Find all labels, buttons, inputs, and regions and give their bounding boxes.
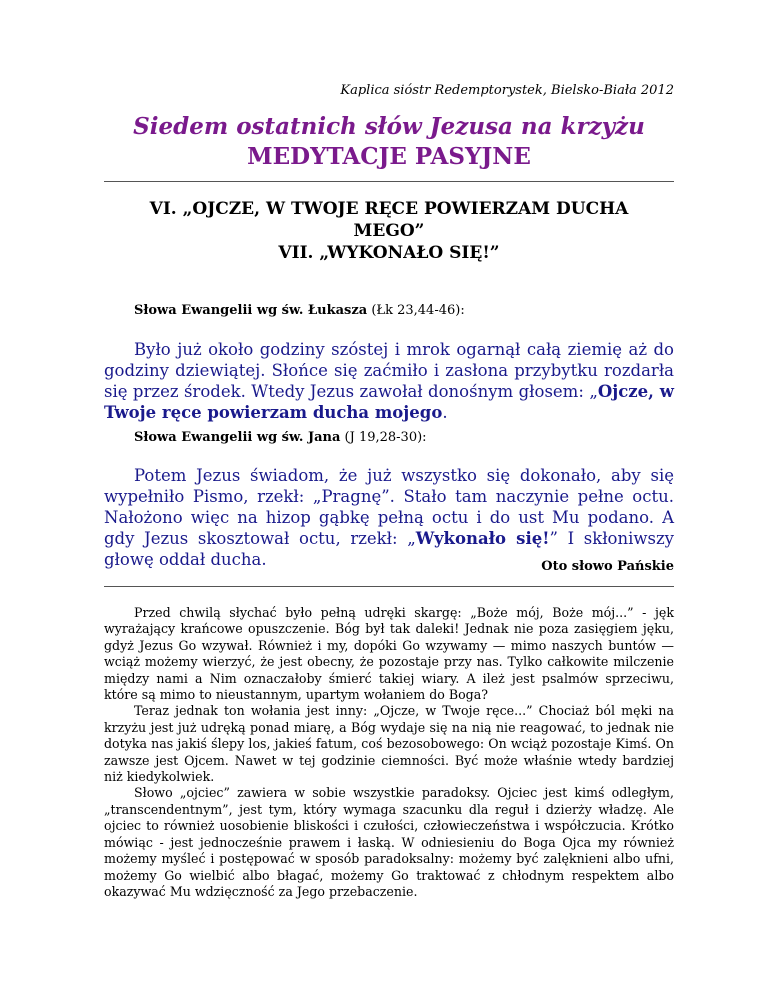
scripture-text-end: . [442, 403, 448, 422]
source-ref: (J 19,28-30): [340, 430, 427, 445]
chapter-heading [104, 198, 674, 264]
source-name: Słowa Ewangelii wg św. Łukasza [134, 303, 368, 318]
chapter-line-2: MEGO” [353, 221, 425, 241]
source-name: Słowa Ewangelii wg św. Jana [134, 430, 341, 445]
scripture-luke [104, 339, 674, 423]
closing-acclamation: Oto słowo Pańskie [541, 559, 674, 574]
reading-source-luke [134, 303, 465, 318]
source-ref: (Łk 23,44-46): [367, 303, 465, 318]
divider [104, 586, 674, 587]
meditation-body [104, 605, 674, 900]
location-line: Kaplica sióstr Redemptorystek, Bielsko-Biała 2012 [340, 83, 674, 98]
scripture-text-end: ” I skłoniwszy głowę oddał ducha. [104, 529, 675, 569]
scripture-text: Potem Jezus świadom, że już wszystko się dokonało, aby się wypełniło Pismo, rzekł: „Pragnę”. Stało tam naczynie pełne octu. Nałożono więc na hizop gąbkę pełną octu i do ust Mu podano. A gdy Jezus skosztował octu, rzekł: „ [104, 466, 674, 548]
scripture-quote: Ojcze, w Twoje ręce powierzam ducha mojego [104, 382, 675, 422]
scripture-john [104, 465, 674, 570]
chapter-line-3: VII. „WYKONAŁO SIĘ!” [278, 243, 500, 263]
scripture-quote: Wykonało się! [415, 529, 550, 548]
reading-source-john [134, 430, 427, 445]
chapter-line-1: VI. „OJCZE, W TWOJE RĘCE POWIERZAM DUCHA [149, 199, 629, 219]
divider [104, 181, 674, 182]
scripture-text: Było już około godziny szóstej i mrok ogarnął całą ziemię aż do godziny dziewiątej. Słońce się zaćmiło i zasłona przybytku rozdarła się przez środek. Wtedy Jezus zawołał donośnym głosem: „ [104, 340, 674, 401]
paragraph: Słowo „ojciec” zawiera w sobie wszystkie paradoksy. Ojciec jest kimś odległym, „transcendentnym”, jest tym, który wymaga szacunku dla reguł i dzierży władzę. Ale ojciec to również uosobienie bliskości i czułości, człowieczeństwa i współczucia. Krótko mówiąc - jest jednocześnie prawem i łaską. W odniesieniu do Boga Ojca my również możemy myśleć i postępować w sposób paradoksalny: możemy być zalęknieni albo ufni, możemy Go wielbić albo błagać, możemy Go traktować z chłodnym respektem albo okazywać Mu wdzięczność za Jego przebaczenie. [104, 785, 674, 899]
document-title: Siedem ostatnich słów Jezusa na krzyżu [133, 113, 645, 140]
paragraph: Przed chwilą słychać było pełną udręki skargę: „Boże mój, Boże mój...” - jęk wyrażający krańcowe opuszczenie. Bóg był tak daleki! Jednak nie poza zasięgiem jęku, gdyż Jezus Go wzywał. Również i my, dopóki Go wzywamy — mimo naszych buntów — wciąż możemy wierzyć, że jest obecny, że pozostaje przy nas. Tylko całkowite milczenie między nami a Nim oznaczałoby śmierć takiej wiary. A ileż jest psalmów sprzeciwu, które są mimo to nieustannym, upartym wołaniem do Boga? [104, 605, 674, 703]
document-subtitle: MEDYTACJE PASYJNE [247, 143, 531, 170]
paragraph: Teraz jednak ton wołania jest inny: „Ojcze, w Twoje ręce...” Chociaż ból męki na krzyżu jest już udręką ponad miarę, a Bóg wydaje się na nią nie reagować, to jednak nie dotyka nas jakiś ślepy los, jakieś fatum, coś bezosobowego: On wciąż pozostaje Kimś. On zawsze jest Ojcem. Nawet w tej godzinie ciemności. Być może właśnie wtedy bardziej niż kiedykolwiek. [104, 703, 674, 785]
